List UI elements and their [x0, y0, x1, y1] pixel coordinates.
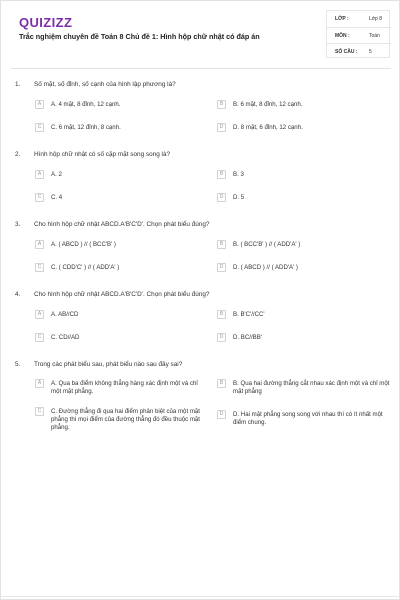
meta-label: SỐ CÂU : [335, 49, 358, 55]
meta-label: MÔN : [335, 33, 350, 39]
option-letter-box: A [35, 170, 44, 179]
meta-value: Lớp 8 [369, 16, 383, 22]
option-letter-box: D [217, 410, 226, 419]
option-text: C. CD//AD [51, 334, 80, 341]
option-letter-box: D [217, 263, 226, 272]
option-text: D. BC//BB' [233, 334, 262, 341]
option-letter-box: A [35, 310, 44, 319]
question-number: 3. [15, 221, 21, 228]
worksheet-title: Trắc nghiệm chuyên đề Toán 8 Chủ đề 1: Hình hộp chữ nhật có đáp án [19, 32, 260, 41]
page-bottom-border [1, 596, 400, 597]
option-letter-box: C [35, 123, 44, 132]
option-text: B. ( BCC'B' ) // ( ADD'A' ) [233, 241, 301, 248]
meta-value: Toán [369, 33, 380, 39]
option-text: B. 3 [233, 171, 244, 178]
question-number: 1. [15, 81, 21, 88]
question-text: Hình hộp chữ nhật có số cặp mặt song song là? [34, 151, 171, 158]
option-letter-box: D [217, 333, 226, 342]
option-text: D. Hai mặt phẳng song song với nhau thì có ít nhất một điểm chung. [233, 411, 383, 426]
header-divider [11, 68, 391, 69]
meta-row-class [327, 11, 391, 27]
option-text: D. 5 [233, 194, 245, 201]
option-letter-box: B [217, 240, 226, 249]
question-number: 2. [15, 151, 21, 158]
option-letter-box: B [217, 100, 226, 109]
question-text: Trong các phát biểu sau, phát biểu nào sau đây sai? [34, 361, 183, 368]
option-text: A. 2 [51, 171, 62, 178]
question-text: Số mặt, số đỉnh, số cạnh của hình lập phương là? [34, 81, 176, 88]
option-letter-box: B [217, 379, 226, 388]
option-letter-box: C [35, 333, 44, 342]
option-text: A. AB//CD [51, 311, 79, 318]
worksheet-meta-box [326, 10, 390, 58]
option-text: C. 4 [51, 194, 63, 201]
option-letter-box: B [217, 170, 226, 179]
option-letter-box: B [217, 310, 226, 319]
option-text: C. ( CDD'C' ) // ( ADD'A' ) [51, 264, 120, 271]
quizizz-logo: QUIZIZZ [19, 15, 73, 30]
option-letter-box: C [35, 263, 44, 272]
option-text: B. B'C'//CC' [233, 311, 265, 318]
option-text: A. 4 mặt, 8 đỉnh, 12 cạnh. [51, 101, 121, 108]
meta-row-question-count [327, 43, 391, 59]
option-letter-box: C [35, 407, 44, 416]
option-letter-box: A [35, 100, 44, 109]
option-text: A. ( ABCD ) // ( BCC'B' ) [51, 241, 116, 248]
question-number: 4. [15, 291, 21, 298]
option-text: D. ( ABCD ) // ( ADD'A' ) [233, 264, 298, 271]
option-text: C. Đường thẳng đi qua hai điểm phân biệt của một mặt phẳng thì mọi điểm của đường thẳng đó đều thuộc mặt phẳng. [51, 408, 201, 431]
option-letter-box: D [217, 123, 226, 132]
question-text: Cho hình hộp chữ nhật ABCD.A'B'C'D'. Chọn phát biểu đúng? [34, 291, 210, 298]
option-text: B. Qua hai đường thẳng cắt nhau xác định một và chỉ một mặt phẳng [233, 380, 390, 395]
meta-value: 5 [369, 49, 372, 55]
question-number: 5. [15, 361, 21, 368]
option-text: D. 8 mặt, 6 đỉnh, 12 cạnh. [233, 124, 303, 131]
question-text: Cho hình hộp chữ nhật ABCD.A'B'C'D'. Chọn phát biểu đúng? [34, 221, 210, 228]
meta-label: LỚP : [335, 16, 349, 22]
option-letter-box: D [217, 193, 226, 202]
option-letter-box: C [35, 193, 44, 202]
option-text: B. 6 mặt, 8 đỉnh, 12 cạnh. [233, 101, 303, 108]
option-text: A. Qua ba điểm không thẳng hàng xác định một và chỉ một mặt phẳng. [51, 380, 198, 395]
meta-row-subject [327, 27, 391, 43]
option-letter-box: A [35, 379, 44, 388]
option-letter-box: A [35, 240, 44, 249]
option-text: C. 6 mặt, 12 đỉnh, 8 cạnh. [51, 124, 121, 131]
